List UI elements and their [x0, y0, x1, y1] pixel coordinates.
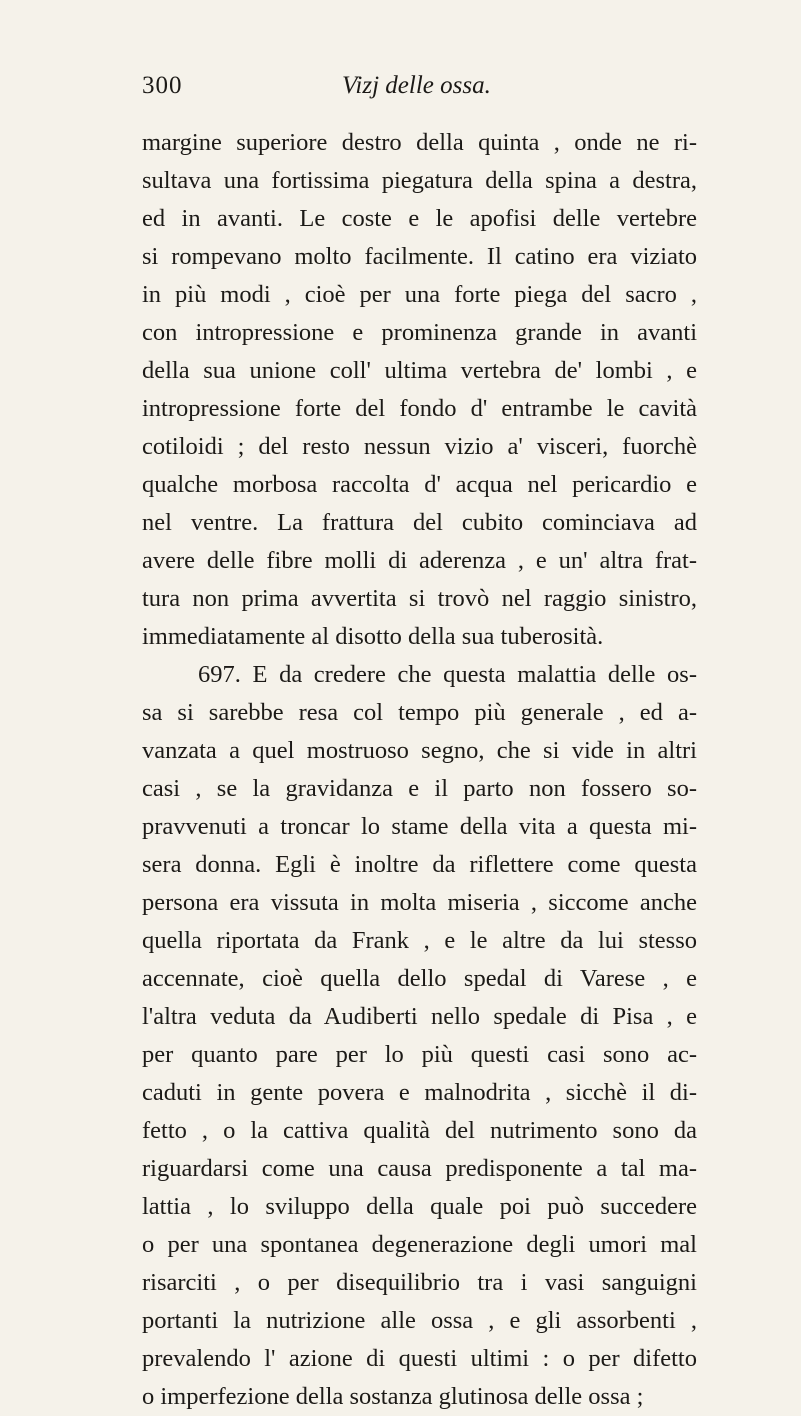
text-line: o imperfezione della sostanza glutinosa delle ossa ;	[142, 1383, 644, 1410]
text-line: 697. E da credere che questa malattia delle os-	[198, 661, 697, 688]
text-line: risarciti , o per disequilibrio tra i vasi sanguigni	[142, 1269, 697, 1296]
page-number: 300	[142, 72, 183, 99]
text-line: per quanto pare per lo più questi casi sono ac-	[142, 1041, 697, 1068]
text-line: tura non prima avvertita si trovò nel raggio sinistro,	[142, 585, 697, 612]
body-text	[142, 124, 697, 1416]
running-title: Vizj delle ossa.	[342, 72, 491, 99]
text-line: fetto , o la cattiva qualità del nutrimento sono da	[142, 1117, 697, 1144]
text-line: lattia , lo sviluppo della quale poi può succedere	[142, 1193, 697, 1220]
text-line: quella riportata da Frank , e le altre da lui stesso	[142, 927, 697, 954]
text-line: persona era vissuta in molta miseria , siccome anche	[142, 889, 697, 916]
text-line: portanti la nutrizione alle ossa , e gli assorbenti ,	[142, 1307, 697, 1334]
text-line: nel ventre. La frattura del cubito cominciava ad	[142, 509, 697, 536]
text-line: casi , se la gravidanza e il parto non fossero so-	[142, 775, 697, 802]
text-line: prevalendo l' azione di questi ultimi : o per difetto	[142, 1345, 697, 1372]
text-line: si rompevano molto facilmente. Il catino era viziato	[142, 243, 697, 270]
text-line: l'altra veduta da Audiberti nello spedale di Pisa , e	[142, 1003, 697, 1030]
text-line: vanzata a quel mostruoso segno, che si vide in altri	[142, 737, 697, 764]
text-line: immediatamente al disotto della sua tuberosità.	[142, 623, 604, 650]
text-line: avere delle fibre molli di aderenza , e un' altra frat-	[142, 547, 697, 574]
text-line: accennate, cioè quella dello spedal di Varese , e	[142, 965, 697, 992]
text-line: cotiloidi ; del resto nessun vizio a' visceri, fuorchè	[142, 433, 697, 460]
text-line: pravvenuti a troncar lo stame della vita a questa mi-	[142, 813, 697, 840]
text-line: riguardarsi come una causa predisponente a tal ma-	[142, 1155, 697, 1182]
text-line: intropressione forte del fondo d' entrambe le cavità	[142, 395, 697, 422]
text-line: sa si sarebbe resa col tempo più generale , ed a-	[142, 699, 697, 726]
text-line: ed in avanti. Le coste e le apofisi delle vertebre	[142, 205, 697, 232]
text-line: sultava una fortissima piegatura della spina a destra,	[142, 167, 697, 194]
page-header	[142, 72, 702, 112]
text-line: caduti in gente povera e malnodrita , sicchè il di-	[142, 1079, 697, 1106]
text-line: qualche morbosa raccolta d' acqua nel pericardio e	[142, 471, 697, 498]
text-line: o per una spontanea degenerazione degli umori mal	[142, 1231, 697, 1258]
text-line: sera donna. Egli è inoltre da riflettere come questa	[142, 851, 697, 878]
text-line: in più modi , cioè per una forte piega del sacro ,	[142, 281, 697, 308]
text-line: con intropressione e prominenza grande in avanti	[142, 319, 697, 346]
text-line: margine superiore destro della quinta , onde ne ri-	[142, 129, 697, 156]
text-line: della sua unione coll' ultima vertebra de' lombi , e	[142, 357, 697, 384]
